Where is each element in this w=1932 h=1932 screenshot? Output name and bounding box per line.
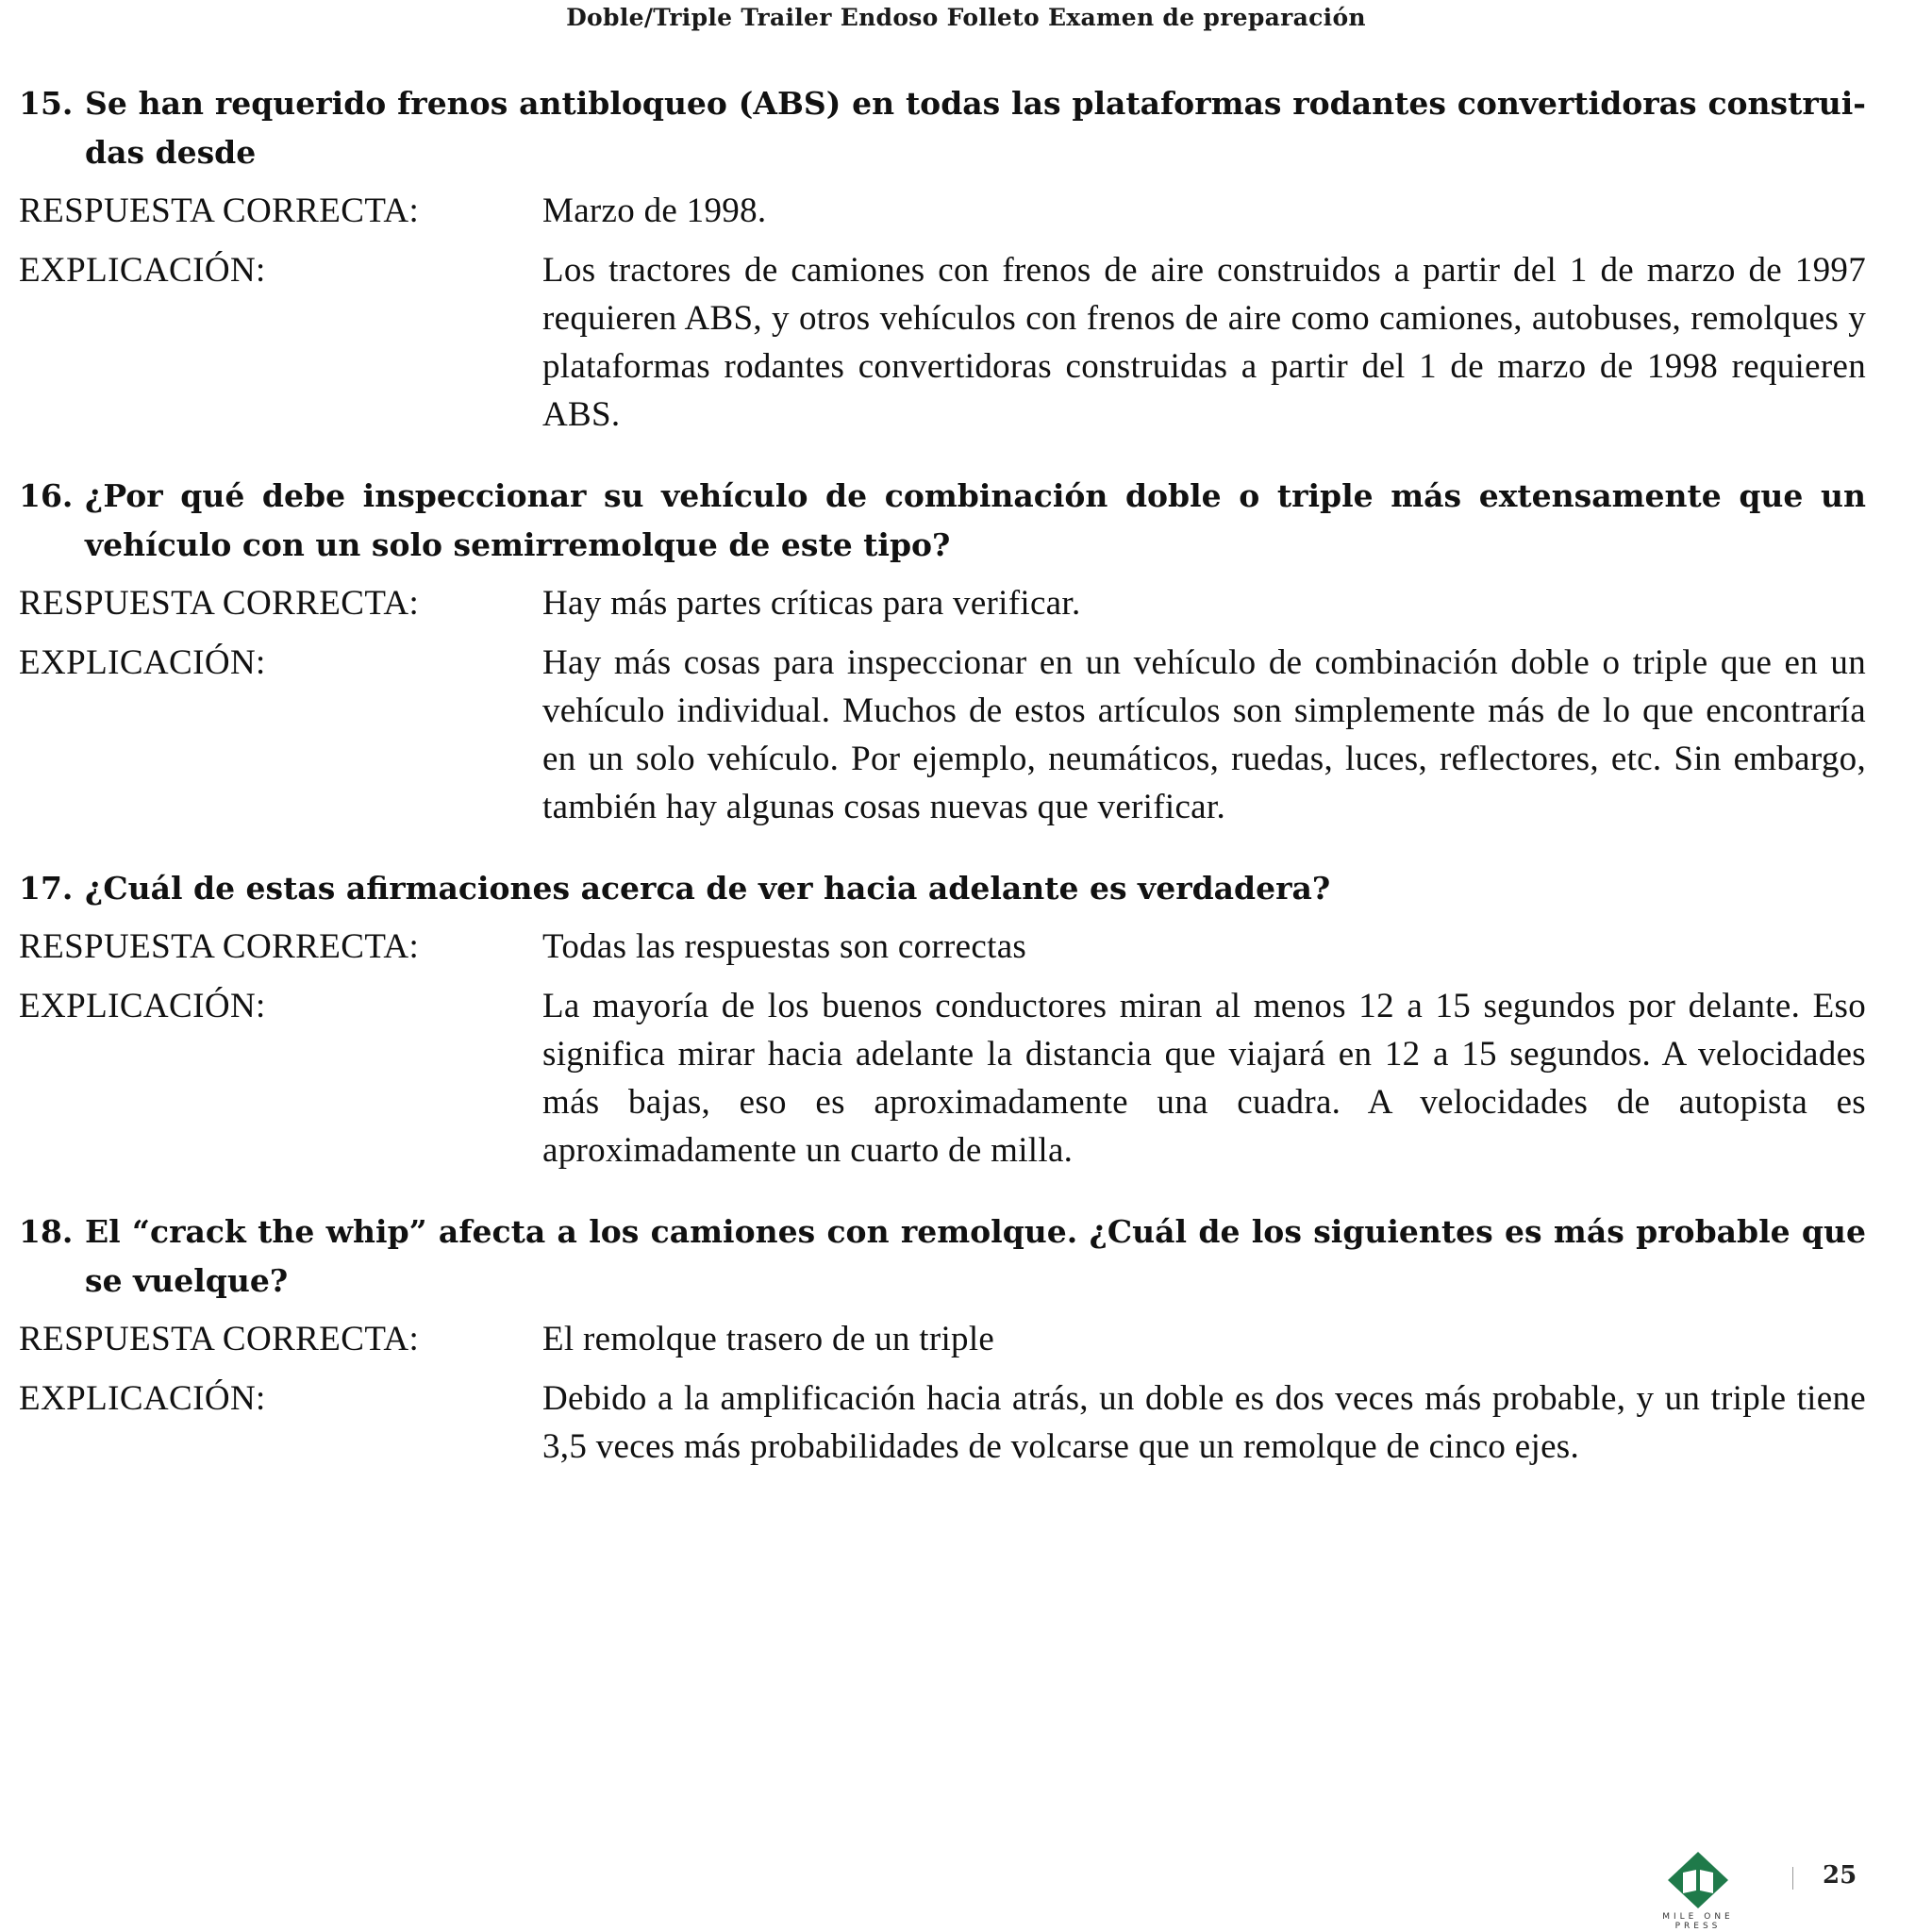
footer-divider	[1792, 1867, 1793, 1890]
answer-label: RESPUESTA CORRECTA:	[19, 192, 420, 230]
answer-label: RESPUESTA CORRECTA:	[19, 1320, 420, 1358]
answer-text: Hay más partes críticas para verificar.	[542, 584, 1081, 623]
question-18	[19, 1208, 1866, 1471]
question-number: 16.	[19, 477, 74, 514]
page-number: 25	[1823, 1861, 1857, 1890]
publisher-name: MILE ONE PRESS	[1662, 1912, 1734, 1931]
question-15	[19, 79, 1866, 439]
answer-text: El remolque trasero de un triple	[542, 1320, 995, 1358]
question-title	[19, 79, 1866, 177]
question-text: El “crack the whip” afecta a los camiones con remolque. ¿Cuál de los siguientes es más probable que se vuelque?	[85, 1213, 1866, 1299]
question-number: 15.	[19, 85, 74, 122]
question-text: ¿Cuál de estas afirmaciones acerca de ver hacia adelante es verdadera?	[85, 870, 1331, 907]
question-number: 18.	[19, 1213, 74, 1250]
answer-text: Todas las respuestas son correctas	[542, 927, 1027, 966]
explanation-text: Debido a la amplificación hacia atrás, un doble es dos veces más probable, y un triple tiene 3,5 veces más probabilidades de volcarse que un remolque de cinco ejes.	[542, 1379, 1866, 1466]
answer-text: Marzo de 1998.	[542, 192, 767, 230]
explanation-label: EXPLICACIÓN:	[19, 643, 266, 682]
explanation-row	[19, 982, 1866, 1174]
answer-label: RESPUESTA CORRECTA:	[19, 584, 420, 623]
explanation-label: EXPLICACIÓN:	[19, 987, 266, 1025]
explanation-label: EXPLICACIÓN:	[19, 1379, 266, 1418]
explanation-row	[19, 246, 1866, 439]
question-text: ¿Por qué debe inspeccionar su vehículo de combinación doble o triple más extensamente que un vehículo con un solo semirremolque de este tipo?	[85, 477, 1866, 563]
question-text: Se han requerido frenos antibloqueo (ABS) en todas las plataformas rodantes convertidoras construidas desde	[85, 85, 1866, 171]
explanation-label: EXPLICACIÓN:	[19, 251, 266, 290]
question-list	[19, 79, 1866, 1504]
question-title	[19, 472, 1866, 570]
running-header: Doble/Triple Trailer Endoso Folleto Examen de preparación	[566, 4, 1366, 31]
book-diamond-icon	[1641, 1850, 1755, 1910]
answer-row	[19, 1315, 1866, 1363]
explanation-row	[19, 1374, 1866, 1471]
page-footer	[0, 1842, 1932, 1932]
publisher-logo	[1641, 1850, 1755, 1931]
answer-row	[19, 187, 1866, 235]
explanation-text: Hay más cosas para inspeccionar en un vehículo de combinación doble o triple que en un vehículo individual. Muchos de estos artículos son simplemente más de lo que encontraría en un solo vehículo. Por ejemplo, neumáticos, ruedas, luces, reflectores, etc. Sin embargo, también hay algunas cosas nuevas que verificar.	[542, 643, 1866, 826]
question-number: 17.	[19, 870, 74, 907]
answer-row	[19, 923, 1866, 971]
explanation-text: La mayoría de los buenos conductores miran al menos 12 a 15 segundos por delante. Eso significa mirar hacia adelante la distancia que viajará en 12 a 15 segundos. A velocidades más bajas, eso es aproximadamente una cuadra. A velocidades de autopista es aproximadamente un cuarto de milla.	[542, 987, 1866, 1170]
explanation-text: Los tractores de camiones con frenos de aire construidos a partir del 1 de marzo de 1997 requieren ABS, y otros vehículos con frenos de aire como camiones, autobuses, remolques y plataformas rodantes convertidoras construidas a partir del 1 de marzo de 1998 requieren ABS.	[542, 251, 1866, 434]
question-16	[19, 472, 1866, 831]
question-title	[19, 864, 1866, 913]
answer-label: RESPUESTA CORRECTA:	[19, 927, 420, 966]
explanation-row	[19, 639, 1866, 831]
question-17	[19, 864, 1866, 1174]
answer-row	[19, 579, 1866, 627]
question-title	[19, 1208, 1866, 1306]
